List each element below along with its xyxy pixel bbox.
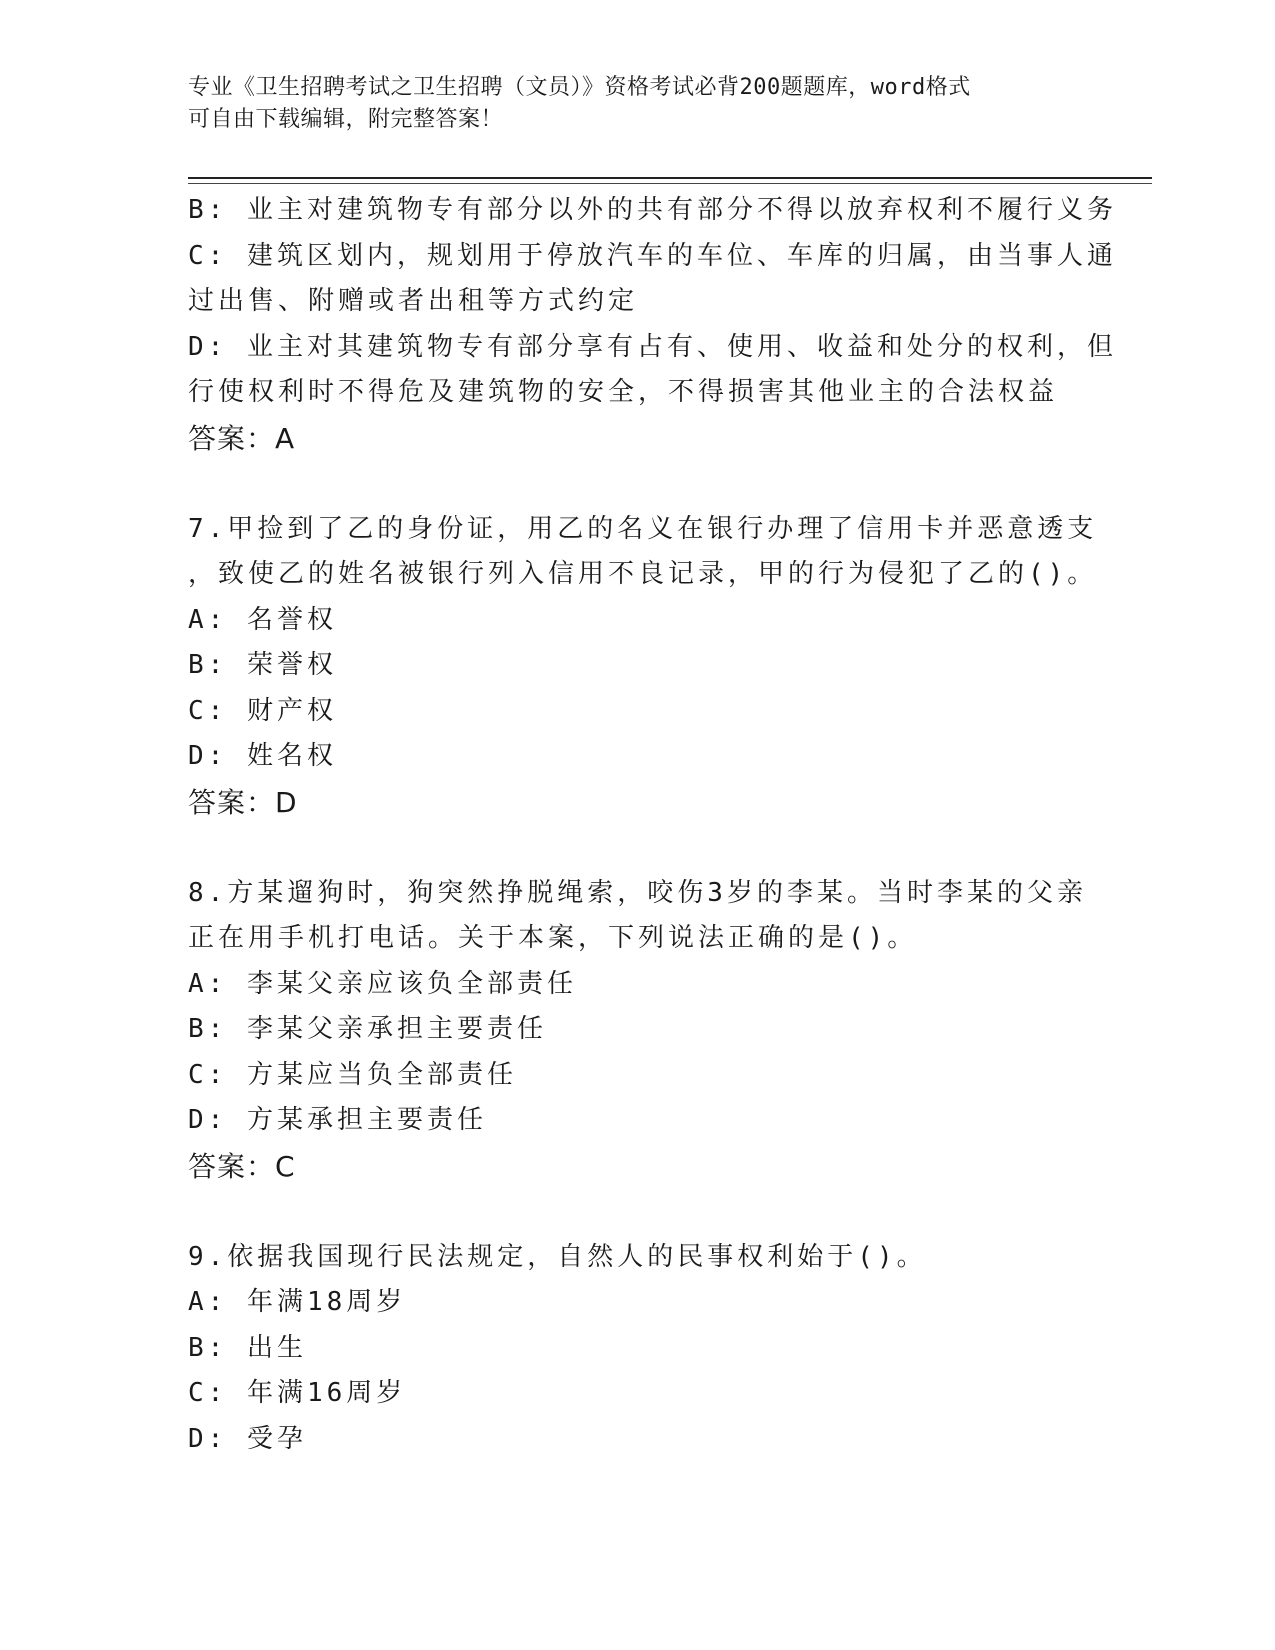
q7-stem-line-2: ，致使乙的姓名被银行列入信用不良记录，甲的行为侵犯了乙的()。 (188, 559, 1098, 589)
q8-answer: 答案：C (188, 1149, 296, 1183)
q9-option-c: C: 年满16周岁 (188, 1378, 407, 1408)
question-9 (188, 1235, 1088, 1463)
q8-option-a: A: 李某父亲应该负全部责任 (188, 968, 577, 999)
q6-option-d-line-2: 行使权利时不得危及建筑物的安全，不得损害其他业主的合法权益 (188, 377, 1059, 407)
q7-answer: 答案：D (188, 785, 298, 819)
q7-option-a: A: 名誉权 (188, 604, 337, 635)
q9-option-b: B: 出生 (188, 1332, 307, 1363)
q6-option-b: B: 业主对建筑物专有部分以外的共有部分不得以放弃权利不履行义务 (188, 195, 1117, 225)
q7-option-b: B: 荣誉权 (188, 650, 337, 680)
document-header (188, 72, 1068, 136)
question-8 (188, 871, 1088, 1190)
q8-stem-line-2: 正在用手机打电话。关于本案，下列说法正确的是()。 (188, 923, 918, 953)
q9-stem-line-1: 9.依据我国现行民法规定，自然人的民事权利始于()。 (188, 1241, 927, 1272)
q9-option-a: A: 年满18周岁 (188, 1287, 407, 1317)
q9-option-d: D: 受孕 (188, 1423, 307, 1454)
q6-option-c-line-1: C: 建筑区划内，规划用于停放汽车的车位、车库的归属，由当事人通 (188, 240, 1117, 271)
q6-option-c-line-2: 过出售、附赠或者出租等方式约定 (188, 286, 639, 316)
q6-answer: 答案：A (188, 421, 296, 455)
document-body (188, 188, 1117, 1462)
q7-stem-line-1: 7.甲捡到了乙的身份证，用乙的名义在银行办理了信用卡并恶意透支 (188, 513, 1098, 544)
q8-option-d: D: 方某承担主要责任 (188, 1105, 487, 1135)
header-divider-thick (188, 177, 1152, 179)
q7-option-c: C: 财产权 (188, 695, 337, 726)
q8-stem-line-1: 8.方某遛狗时，狗突然挣脱绳索，咬伤3岁的李某。当时李某的父亲 (188, 877, 1087, 908)
q8-option-b: B: 李某父亲承担主要责任 (188, 1014, 547, 1044)
header-divider-thin (188, 183, 1152, 184)
q8-option-c: C: 方某应当负全部责任 (188, 1059, 517, 1090)
header-title-line-1: 专业《卫生招聘考试之卫生招聘（文员）》资格考试必背200题题库，word格式 (188, 75, 971, 100)
question-6-tail (188, 188, 1117, 461)
q6-option-d-line-1: D: 业主对其建筑物专有部分享有占有、使用、收益和处分的权利，但 (188, 331, 1117, 362)
question-7 (188, 507, 1098, 826)
header-title-line-2: 可自由下载编辑，附完整答案！ (188, 107, 504, 132)
q7-option-d: D: 姓名权 (188, 741, 337, 771)
